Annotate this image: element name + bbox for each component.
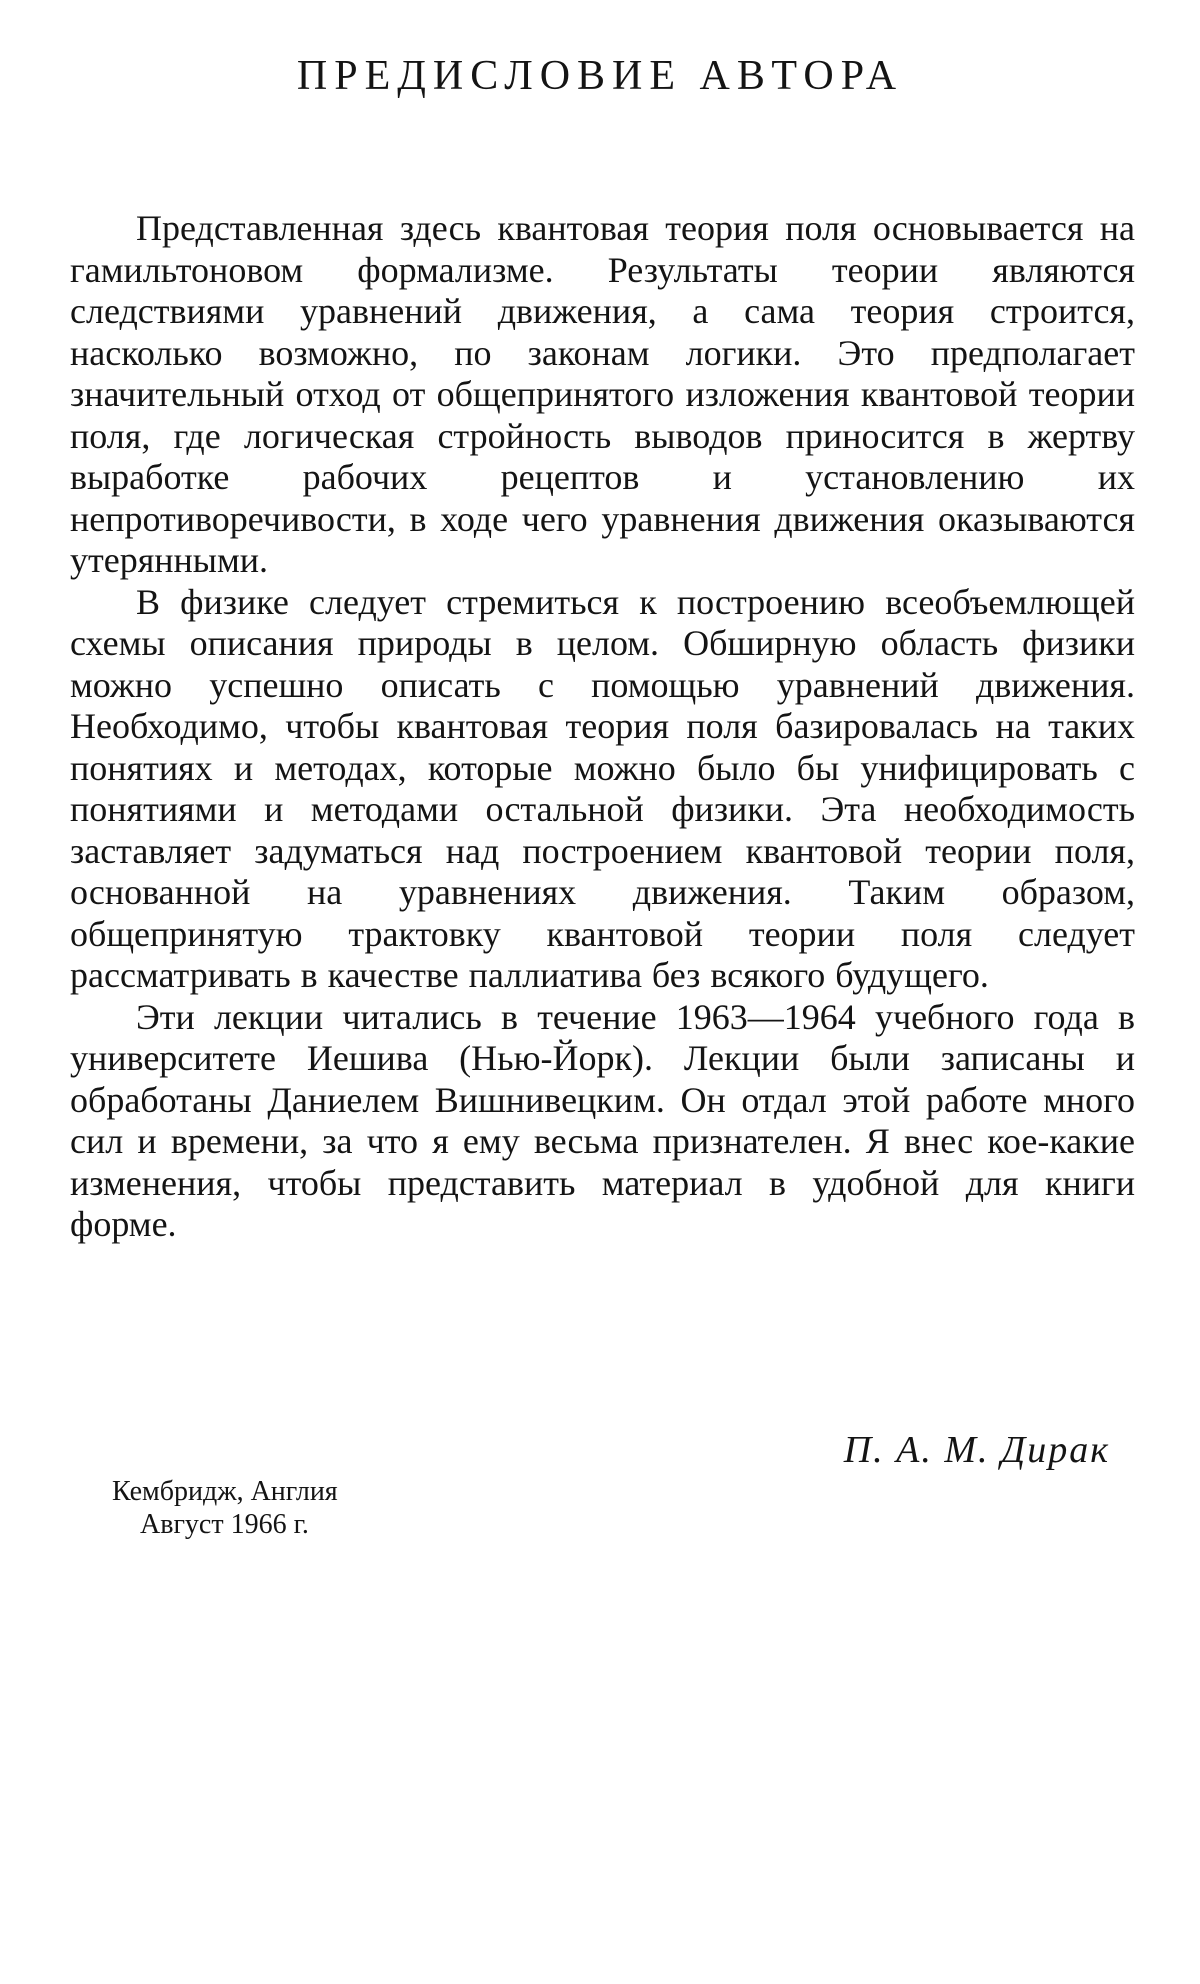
- date-line: Август 1966 г.: [140, 1509, 309, 1540]
- page-title: ПРЕДИСЛОВИЕ АВТОРА: [296, 53, 904, 99]
- preface-body: [70, 208, 1135, 1246]
- paragraph-3: Эти лекции читались в течение 1963—1964 учебного года в университете Иешива (Нью-Йорк). Лекции были записаны и обработаны Даниелем Вишнивецким. Он отдал этой работе много сил и времени, за что я ему весьма признателен. Я внес кое-какие изменения, чтобы представить материал в удобной для книги форме.: [70, 996, 1135, 1244]
- place-line: Кембридж, Англия: [112, 1476, 338, 1507]
- author-signature: П. А. М. Дирак: [843, 1429, 1110, 1471]
- paragraph-1: Представленная здесь квантовая теория поля основывается на гамильтоновом формализме. Результаты теории являются следствиями уравнений движения, а сама теория строится, насколько возможно, по законам логики. Это предполагает значительный отход от общепринятого изложения квантовой теории поля, где логическая стройность выводов приносится в жертву выработке рабочих рецептов и установлению их непротиворечивости, в ходе чего уравнения движения оказываются утерянными.: [70, 208, 1135, 580]
- place-and-date: [112, 1475, 338, 1541]
- paragraph-2: В физике следует стремиться к построению всеобъемлющей схемы описания природы в целом. Обширную область физики можно успешно описать с помощью уравнений движения. Необходимо, чтобы квантовая теория поля базировалась на таких понятиях и методах, которые можно было бы унифицировать с понятиями и методами остальной физики. Эта необходимость заставляет задуматься над построением квантовой теории поля, основанной на уравнениях движения. Таким образом, общепринятую трактовку квантовой теории поля следует рассматривать в качестве паллиатива без всякого будущего.: [70, 581, 1135, 995]
